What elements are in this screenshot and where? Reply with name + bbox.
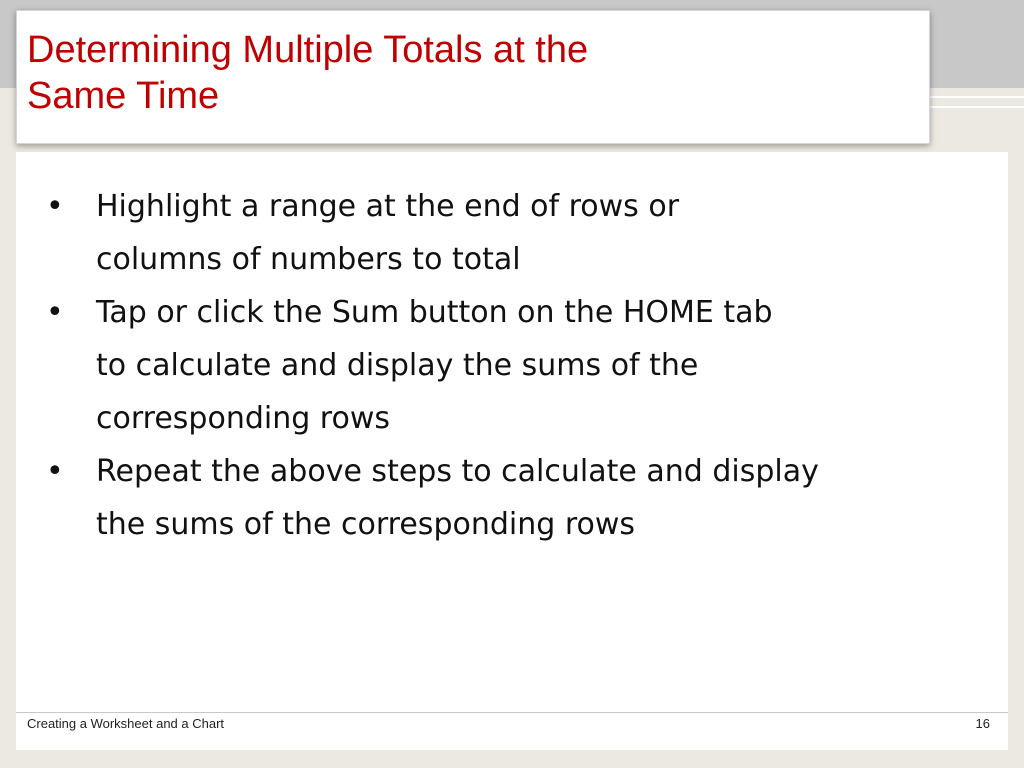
bullet-line: Highlight a range at the end of rows or [96,189,680,224]
footer-divider [16,712,1008,713]
bullet-item [40,180,980,286]
bullet-item [40,445,980,551]
title-box [16,10,930,144]
bullet-item [40,286,980,445]
content-panel [16,152,1008,750]
page-number: 16 [975,716,990,731]
slide-title-line2: Same Time [27,75,220,117]
bullet-marker: • [46,454,64,489]
bullet-marker: • [46,295,64,330]
bullet-marker: • [46,189,64,224]
bullet-line: Tap or click the Sum button on the HOME tab [96,295,773,330]
slide-title-line1: Determining Multiple Totals at the [27,29,589,71]
slide-title [27,27,887,119]
decor-line [930,96,1024,98]
decor-line [930,106,1024,108]
bullet-line: corresponding rows [96,401,390,436]
bullet-list [40,180,980,551]
bullet-line: columns of numbers to total [96,242,521,277]
bullet-line: to calculate and display the sums of the [96,348,699,383]
footer-caption: Creating a Worksheet and a Chart [27,716,225,731]
bullet-line: Repeat the above steps to calculate and display [96,454,819,489]
bullet-line: the sums of the corresponding rows [96,507,636,542]
